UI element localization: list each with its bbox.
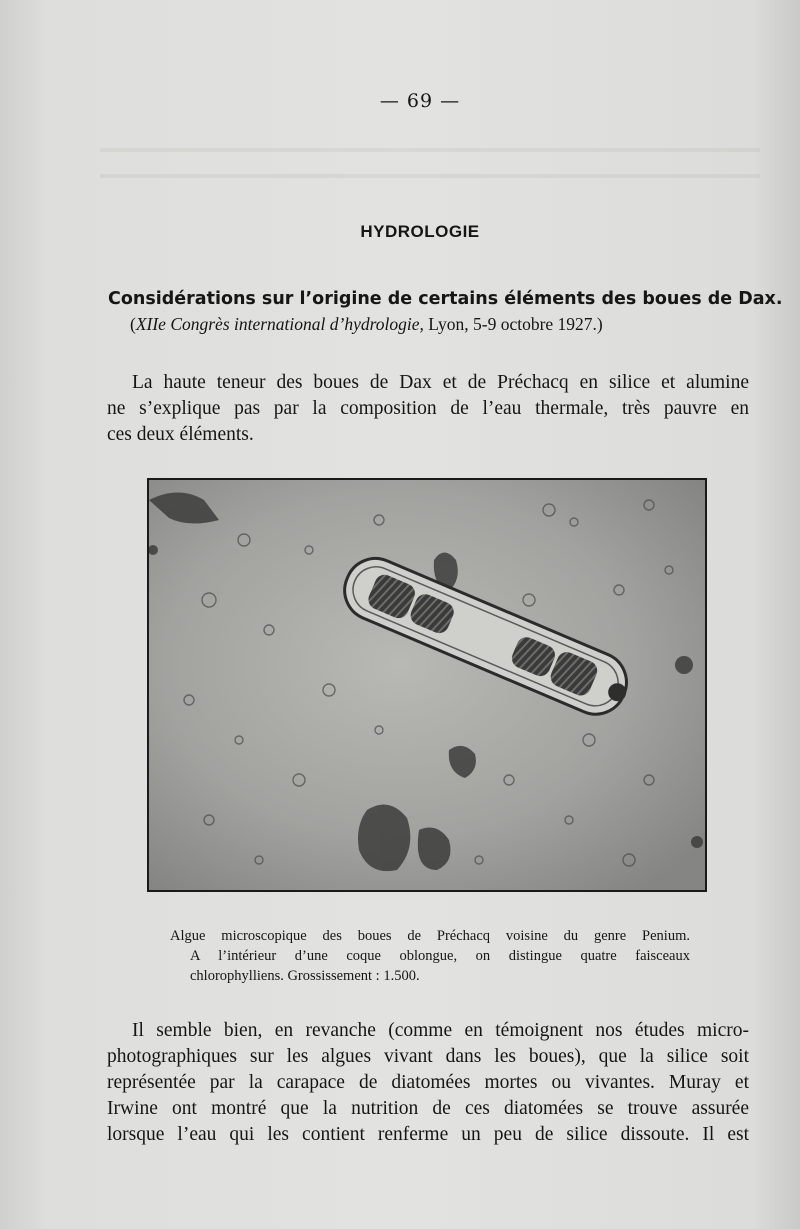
paragraph-line: représentée par la carapace de diatomées mortes ou vivantes. Muray et <box>107 1072 749 1093</box>
micrograph-image <box>149 480 705 890</box>
caption-line: chlorophylliens. Grossissement : 1.500. <box>190 968 420 984</box>
caption-line: A l’intérieur d’une coque oblongue, on distingue quatre faisceaux <box>190 948 690 964</box>
article-title: Considérations sur l’origine de certains éléments des boues de Dax. <box>108 289 783 309</box>
page-number: — 69 — <box>379 90 461 112</box>
paragraph-intro <box>107 370 749 448</box>
paragraph-line: photographiques sur les algues vivant dans les boues), que la silice soit <box>107 1046 749 1067</box>
micrograph-figure <box>147 478 707 892</box>
figure-caption <box>170 926 690 986</box>
paragraph-body <box>107 1018 749 1148</box>
paragraph-line: ces deux éléments. <box>107 424 254 445</box>
subtitle-congress: XIIe Congrès international d’hydrologie, <box>135 314 424 334</box>
paragraph-line: ne s’explique pas par la composition de l’eau thermale, très pauvre en <box>107 398 749 419</box>
paragraph-line: La haute teneur des boues de Dax et de Préchacq en silice et alumine <box>132 372 749 393</box>
paragraph-line: Irwine ont montré que la nutrition de ces diatomées se trouve assurée <box>107 1098 749 1119</box>
article-subtitle <box>130 314 754 335</box>
subtitle-prefix: ( <box>130 314 136 334</box>
section-heading: HYDROLOGIE <box>360 222 480 241</box>
caption-line: Algue microscopique des boues de Préchacq voisine du genre Penium. <box>170 928 690 944</box>
paragraph-line: lorsque l’eau qui les contient renferme un peu de silice dissoute. Il est <box>107 1124 749 1145</box>
show-through <box>100 130 760 190</box>
subtitle-place-date: Lyon, 5-9 octobre 1927.) <box>423 314 603 334</box>
paragraph-line: Il semble bien, en revanche (comme en témoignent nos études micro- <box>132 1020 749 1041</box>
